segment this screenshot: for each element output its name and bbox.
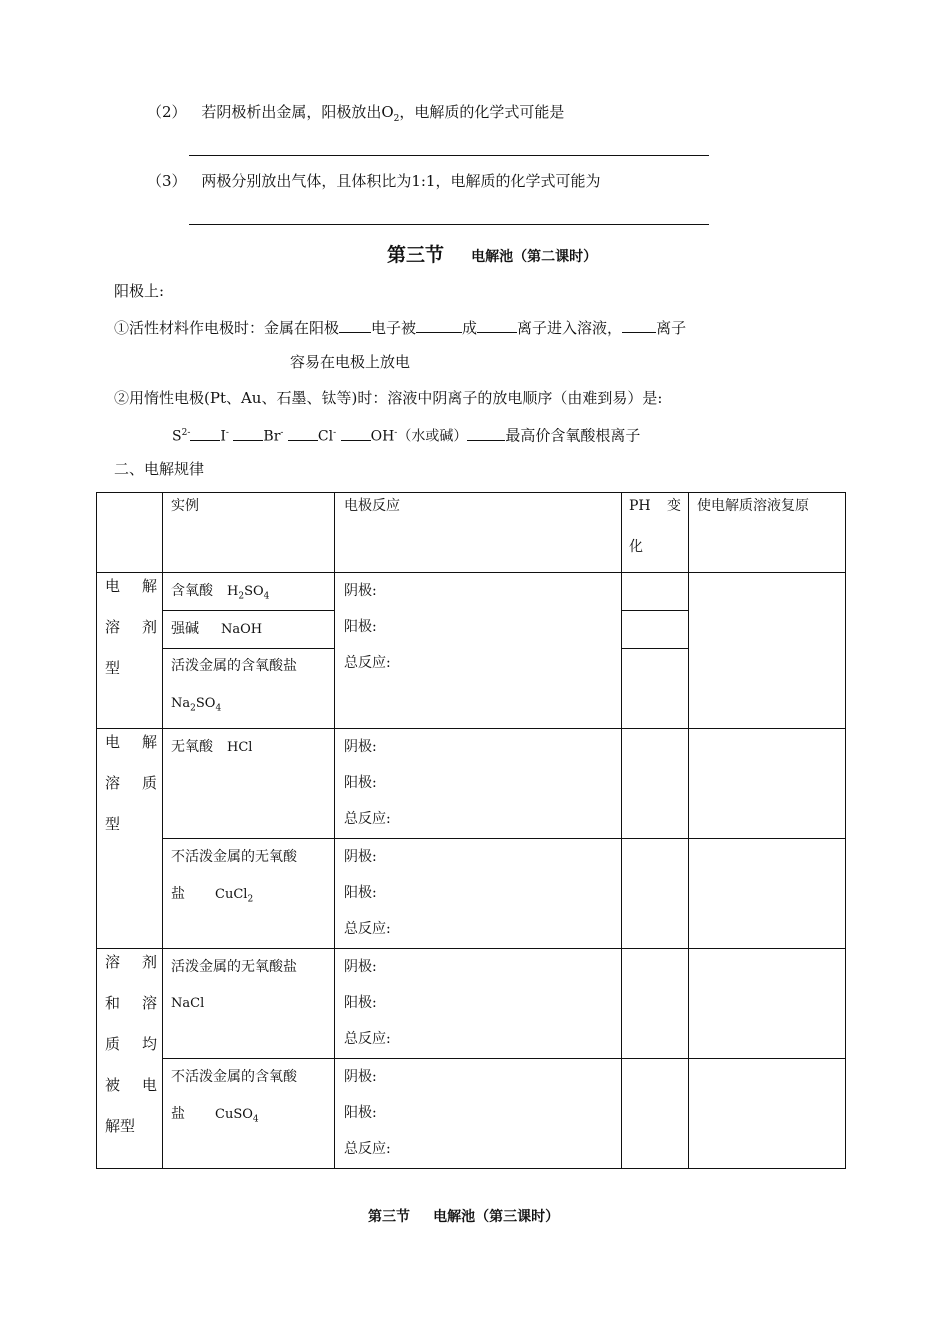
group-3-type-line: 质 均 bbox=[105, 1035, 157, 1053]
example-nacl: 活泼金属的无氧酸盐 bbox=[171, 959, 297, 975]
total-reaction-label: 总反应: bbox=[344, 921, 391, 937]
anode-item-1-line-2: 容易在电极上放电 bbox=[290, 353, 411, 371]
total-reaction-label: 总反应: bbox=[344, 1141, 391, 1157]
header-ph-2: 化 bbox=[629, 539, 643, 555]
table-border-right bbox=[845, 492, 846, 1168]
anode-item-1: ①活性材料作电极时：金属在阳极 电子被 成 离子进入溶液， 离子 bbox=[114, 316, 686, 338]
example-h2so4: 含氧酸 $H_2SO_4$ bbox=[171, 583, 270, 602]
discharge-order: $S^{2-}$ I- Br- Cl- OH-（水或碱） 最高价含氧酸根离子 bbox=[172, 423, 640, 447]
header-reaction: 电极反应 bbox=[344, 498, 400, 514]
table-col-line bbox=[688, 492, 689, 1168]
cathode-label: 阴极: bbox=[344, 1069, 377, 1085]
anode-label: 阳极: bbox=[344, 1105, 377, 1121]
question-2-number: （2） bbox=[147, 103, 187, 121]
question-3-number: （3） bbox=[147, 172, 187, 190]
group-3-type-line: 溶 剂 bbox=[105, 953, 157, 971]
table-border-bottom bbox=[96, 1168, 846, 1169]
group-3-type-line: 解型 bbox=[105, 1117, 136, 1135]
anode-label: 阳极: bbox=[344, 885, 377, 901]
group-2-type-line: 型 bbox=[105, 815, 121, 833]
group-3-type-line: 被 电 bbox=[105, 1076, 157, 1094]
anode-label: 阳极: bbox=[344, 619, 377, 635]
example-naoh: 强碱 NaOH bbox=[171, 621, 263, 637]
table-border-left bbox=[96, 492, 97, 1168]
example-cuso4: 不活泼金属的含氧酸 bbox=[171, 1069, 297, 1085]
table-col-line bbox=[162, 492, 163, 1168]
group-3-type-line: 和 溶 bbox=[105, 994, 157, 1012]
group-2-type-line: 溶 质 bbox=[105, 774, 157, 792]
example-cucl2: 不活泼金属的无氧酸 bbox=[171, 849, 297, 865]
table-row-line bbox=[621, 648, 689, 649]
header-example: 实例 bbox=[171, 498, 199, 514]
section-title-main: 第三节 bbox=[387, 244, 445, 266]
rules-heading: 二、电解规律 bbox=[114, 460, 205, 478]
example-na2so4-formula: $Na_2SO_4$ bbox=[171, 696, 222, 714]
header-ph: PH 变 bbox=[629, 498, 681, 514]
next-section-title-sub: 电解池（第三课时） bbox=[433, 1209, 560, 1225]
total-reaction-label: 总反应: bbox=[344, 655, 391, 671]
table-col-line bbox=[621, 492, 622, 1168]
group-1-type-line: 溶 剂 bbox=[105, 618, 157, 636]
question-3-text: 两极分别放出气体，且体积比为1:1，电解质的化学式可能为 bbox=[201, 172, 601, 190]
group-2-type-line: 电 解 bbox=[105, 733, 157, 751]
anode-item-2: ②用惰性电极(Pt、Au、石墨、钛等)时：溶液中阴离子的放电顺序（由难到易）是: bbox=[114, 389, 663, 407]
header-restore: 使电解质溶液复原 bbox=[697, 498, 809, 514]
example-na2so4: 活泼金属的含氧酸盐 bbox=[171, 658, 297, 674]
cathode-label: 阴极: bbox=[344, 583, 377, 599]
question-2-text: 若阴极析出金属，阳极放出$O_2$，电解质的化学式可能是 bbox=[201, 103, 565, 124]
next-section-title bbox=[368, 1206, 559, 1226]
total-reaction-label: 总反应: bbox=[344, 811, 391, 827]
example-hcl: 无氧酸 HCl bbox=[171, 739, 253, 755]
total-reaction-label: 总反应: bbox=[344, 1031, 391, 1047]
group-1-type-line: 电 解 bbox=[105, 577, 157, 595]
anode-label: 阳极: bbox=[344, 995, 377, 1011]
table-col-line bbox=[334, 492, 335, 1168]
example-cuso4-line-2: 盐 CuSO$_4$ bbox=[171, 1106, 259, 1125]
group-1-type-line: 型 bbox=[105, 659, 121, 677]
example-nacl-formula: NaCl bbox=[171, 996, 205, 1011]
table-border-top bbox=[96, 492, 846, 493]
next-section-title-main: 第三节 bbox=[368, 1209, 410, 1225]
cathode-label: 阴极: bbox=[344, 959, 377, 975]
cathode-label: 阴极: bbox=[344, 739, 377, 755]
table-row-line bbox=[621, 610, 689, 611]
section-title-sub: 电解池（第二课时） bbox=[471, 249, 598, 265]
anode-label: 阳极: bbox=[344, 775, 377, 791]
anode-heading: 阳极上: bbox=[114, 282, 165, 300]
example-cucl2-line-2: 盐 CuCl$_2$ bbox=[171, 886, 254, 905]
cathode-label: 阴极: bbox=[344, 849, 377, 865]
